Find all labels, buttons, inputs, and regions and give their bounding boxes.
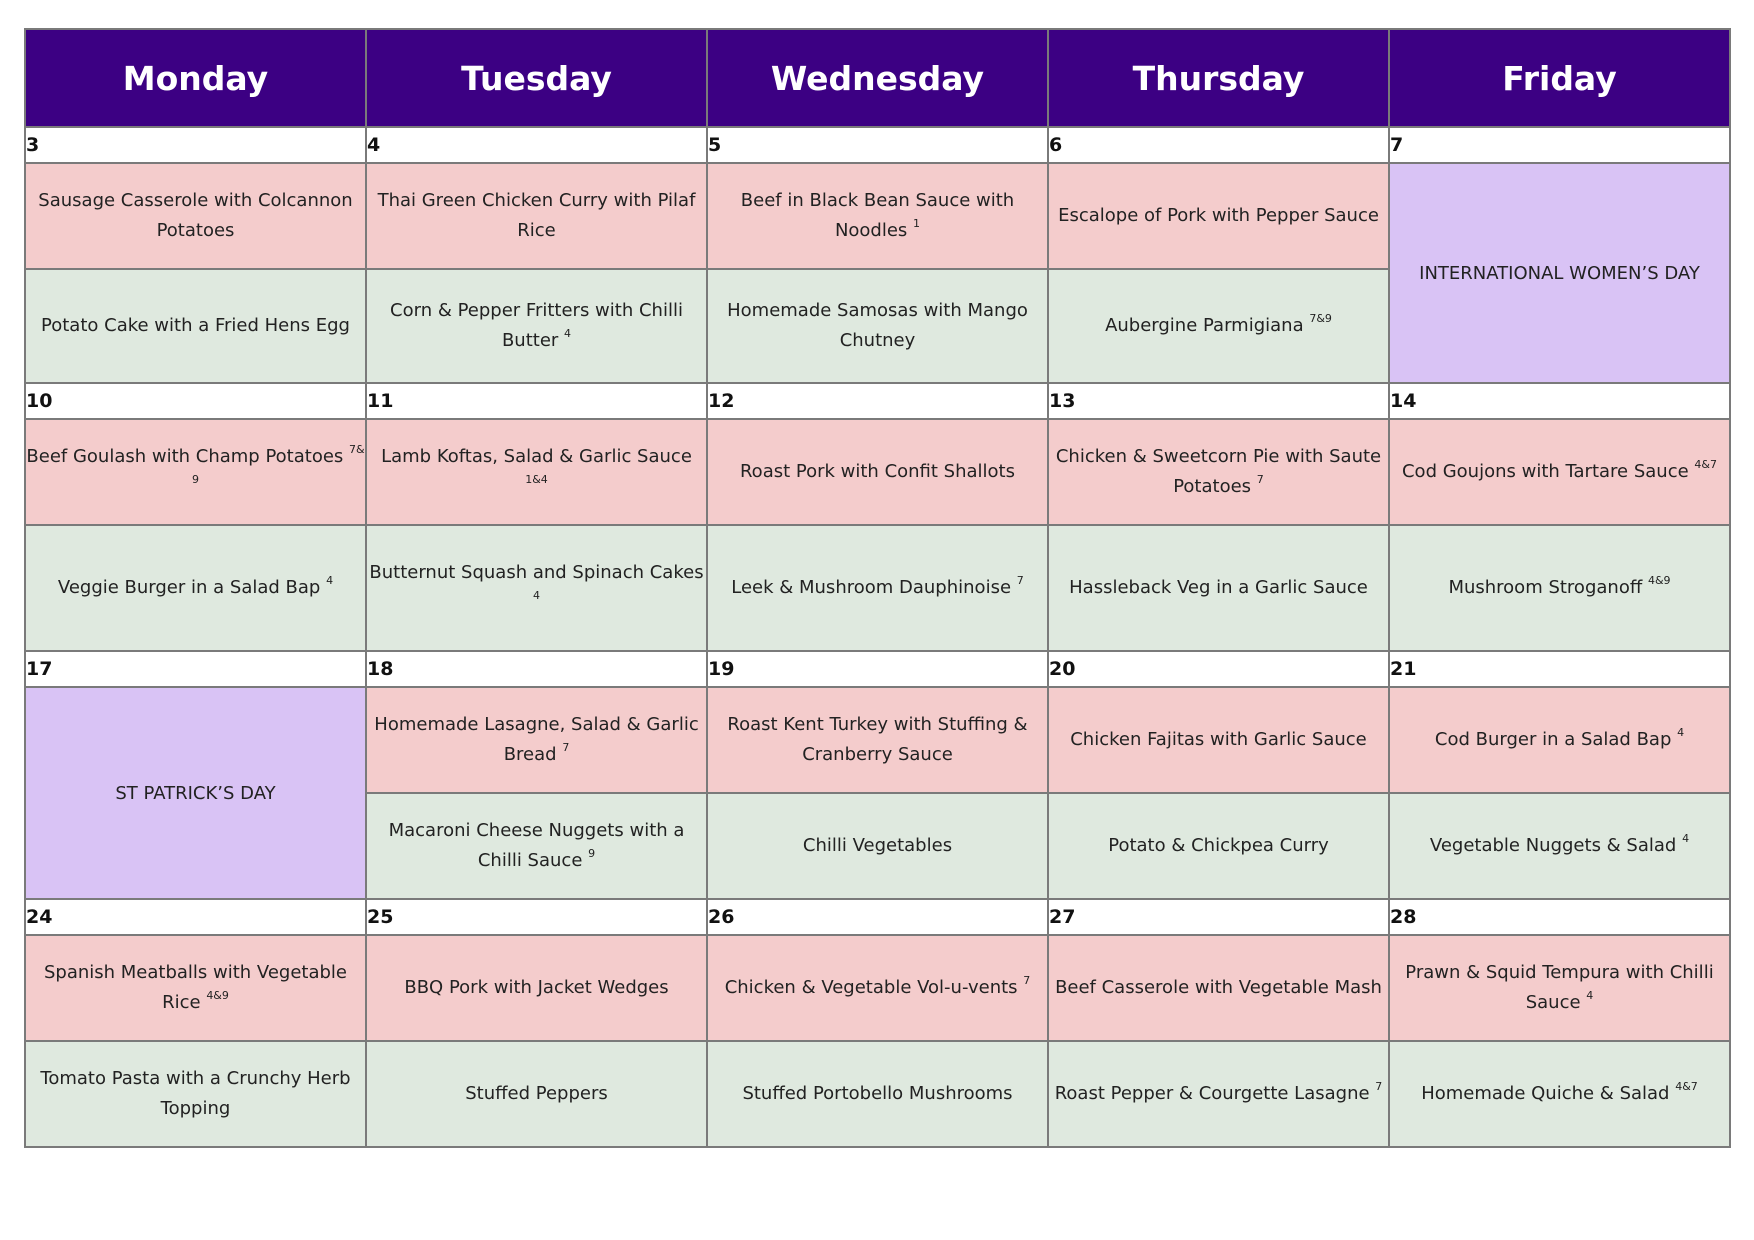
vegetarian-meal xyxy=(25,1041,366,1147)
meal-name: Sausage Casserole with Colcannon Potatoes xyxy=(38,190,353,241)
vegetarian-meal xyxy=(1048,793,1389,899)
date-cell: 27 xyxy=(1048,899,1389,935)
meal-name: Spanish Meatballs with Vegetable Rice xyxy=(43,962,348,1013)
main-meal xyxy=(707,163,1048,269)
main-meal-row xyxy=(25,163,1730,269)
meal-name: BBQ Pork with Jacket Wedges xyxy=(404,977,669,998)
meal-name: Cod Goujons with Tartare Sauce xyxy=(1401,461,1689,482)
allergen-note: 4 xyxy=(533,589,540,602)
week-3 xyxy=(25,651,1730,899)
meal-name: Stuffed Peppers xyxy=(465,1083,608,1104)
day-header-friday: Friday xyxy=(1389,29,1730,127)
vegetarian-meal xyxy=(1048,525,1389,651)
allergen-note: 4&9 xyxy=(1647,574,1671,587)
main-meal xyxy=(366,935,707,1041)
main-meal xyxy=(366,687,707,793)
vegetarian-meal xyxy=(366,793,707,899)
meal-name: Veggie Burger in a Salad Bap xyxy=(57,577,321,598)
meal-name: Chicken Fajitas with Garlic Sauce xyxy=(1070,729,1367,750)
main-meal-row xyxy=(25,687,1730,793)
meal-name: Escalope of Pork with Pepper Sauce xyxy=(1058,205,1379,226)
veg-meal-row xyxy=(25,1041,1730,1147)
meal-name: Tomato Pasta with a Crunchy Herb Topping xyxy=(40,1068,351,1119)
meal-name: Beef Goulash with Champ Potatoes xyxy=(26,446,344,467)
date-cell: 6 xyxy=(1048,127,1389,163)
date-cell: 11 xyxy=(366,383,707,419)
meal-name: Hassleback Veg in a Garlic Sauce xyxy=(1069,577,1368,598)
allergen-note: 9 xyxy=(588,847,596,860)
allergen-note: 7 xyxy=(1023,974,1031,987)
meal-name: Chicken & Vegetable Vol-u-vents xyxy=(724,977,1018,998)
date-cell: 13 xyxy=(1048,383,1389,419)
allergen-note: 7 xyxy=(1375,1080,1383,1093)
date-cell: 20 xyxy=(1048,651,1389,687)
date-cell: 26 xyxy=(707,899,1048,935)
lunch-menu-table xyxy=(24,28,1731,1148)
allergen-note: 4&9 xyxy=(206,989,229,1002)
meal-name: Roast Pepper & Courgette Lasagne xyxy=(1054,1083,1370,1104)
main-meal xyxy=(25,163,366,269)
date-row xyxy=(25,383,1730,419)
main-meal-row xyxy=(25,935,1730,1041)
meal-name: Homemade Quiche & Salad xyxy=(1421,1083,1670,1104)
meal-name: Stuffed Portobello Mushrooms xyxy=(742,1083,1013,1104)
date-cell: 5 xyxy=(707,127,1048,163)
date-cell: 12 xyxy=(707,383,1048,419)
date-cell: 7 xyxy=(1389,127,1730,163)
vegetarian-meal xyxy=(707,793,1048,899)
meal-name: Roast Pork with Confit Shallots xyxy=(739,461,1015,482)
date-cell: 14 xyxy=(1389,383,1730,419)
special-day-cell: ST PATRICK’S DAY xyxy=(25,687,366,899)
meal-name: Macaroni Cheese Nuggets with a Chilli Sauce xyxy=(388,820,685,871)
allergen-note: 4&7 xyxy=(1675,1080,1698,1093)
main-meal xyxy=(707,935,1048,1041)
veg-meal-row xyxy=(25,525,1730,651)
vegetarian-meal xyxy=(25,269,366,383)
main-meal xyxy=(366,419,707,525)
vegetarian-meal xyxy=(366,269,707,383)
vegetarian-meal xyxy=(707,525,1048,651)
special-day-cell: INTERNATIONAL WOMEN’S DAY xyxy=(1389,163,1730,383)
main-meal xyxy=(1048,163,1389,269)
main-meal xyxy=(1389,687,1730,793)
main-meal xyxy=(366,163,707,269)
meal-name: Chilli Vegetables xyxy=(802,835,953,856)
meal-name: Potato Cake with a Fried Hens Egg xyxy=(41,315,350,336)
meal-name: Leek & Mushroom Dauphinoise xyxy=(731,577,1012,598)
meal-name: Butternut Squash and Spinach Cakes xyxy=(369,562,704,583)
vegetarian-meal xyxy=(1389,1041,1730,1147)
vegetarian-meal xyxy=(1389,793,1730,899)
allergen-note: 4 xyxy=(326,574,334,587)
allergen-note: 4 xyxy=(1682,832,1690,845)
main-meal xyxy=(1048,419,1389,525)
vegetarian-meal xyxy=(25,525,366,651)
meal-name: Vegetable Nuggets & Salad xyxy=(1429,835,1677,856)
date-row xyxy=(25,651,1730,687)
date-cell: 17 xyxy=(25,651,366,687)
allergen-note: 4 xyxy=(1677,726,1685,739)
main-meal xyxy=(1048,935,1389,1041)
vegetarian-meal xyxy=(366,525,707,651)
day-header-monday: Monday xyxy=(25,29,366,127)
meal-name: Aubergine Parmigiana xyxy=(1105,315,1304,336)
meal-name: Corn & Pepper Fritters with Chilli Butter xyxy=(390,300,683,351)
allergen-note: 7& 9 xyxy=(192,443,365,486)
allergen-note: 7 xyxy=(562,741,570,754)
main-meal xyxy=(707,687,1048,793)
date-cell: 19 xyxy=(707,651,1048,687)
meal-name: Chicken & Sweetcorn Pie with Saute Potatoes xyxy=(1055,446,1382,497)
meal-name: Potato & Chickpea Curry xyxy=(1108,835,1329,856)
vegetarian-meal xyxy=(1389,525,1730,651)
date-cell: 28 xyxy=(1389,899,1730,935)
meal-name: Roast Kent Turkey with Stuffing & Cranberry Sauce xyxy=(727,714,1028,765)
week-2 xyxy=(25,383,1730,651)
main-meal-row xyxy=(25,419,1730,525)
date-cell: 3 xyxy=(25,127,366,163)
main-meal xyxy=(1389,419,1730,525)
allergen-note: 4 xyxy=(564,327,572,340)
week-1 xyxy=(25,127,1730,383)
date-cell: 4 xyxy=(366,127,707,163)
meal-name: Prawn & Squid Tempura with Chilli Sauce xyxy=(1405,962,1714,1013)
date-cell: 10 xyxy=(25,383,366,419)
day-header-wednesday: Wednesday xyxy=(707,29,1048,127)
meal-name: Thai Green Chicken Curry with Pilaf Rice xyxy=(377,190,696,241)
vegetarian-meal xyxy=(707,269,1048,383)
meal-name: Cod Burger in a Salad Bap xyxy=(1434,729,1672,750)
meal-name: Mushroom Stroganoff xyxy=(1448,577,1643,598)
allergen-note: 7 xyxy=(1256,473,1264,486)
date-row xyxy=(25,899,1730,935)
main-meal xyxy=(1389,935,1730,1041)
main-meal xyxy=(25,935,366,1041)
meal-name: Homemade Samosas with Mango Chutney xyxy=(727,300,1028,351)
allergen-note: 7 xyxy=(1016,574,1024,587)
day-header-thursday: Thursday xyxy=(1048,29,1389,127)
allergen-note: 1 xyxy=(913,217,921,230)
day-header-tuesday: Tuesday xyxy=(366,29,707,127)
vegetarian-meal xyxy=(366,1041,707,1147)
day-header-row xyxy=(25,29,1730,127)
meal-name: Beef Casserole with Vegetable Mash xyxy=(1055,977,1382,998)
date-cell: 24 xyxy=(25,899,366,935)
date-row xyxy=(25,127,1730,163)
main-meal xyxy=(707,419,1048,525)
allergen-note: 4&7 xyxy=(1694,458,1717,471)
allergen-note: 4 xyxy=(1586,989,1594,1002)
date-cell: 25 xyxy=(366,899,707,935)
main-meal xyxy=(25,419,366,525)
date-cell: 21 xyxy=(1389,651,1730,687)
vegetarian-meal xyxy=(1048,269,1389,383)
meal-name: Beef in Black Bean Sauce with Noodles xyxy=(740,190,1015,241)
vegetarian-meal xyxy=(1048,1041,1389,1147)
date-cell: 18 xyxy=(366,651,707,687)
main-meal xyxy=(1048,687,1389,793)
meal-name: Homemade Lasagne, Salad & Garlic Bread xyxy=(374,714,699,765)
vegetarian-meal xyxy=(707,1041,1048,1147)
week-4 xyxy=(25,899,1730,1147)
meal-name: Lamb Koftas, Salad & Garlic Sauce xyxy=(381,446,692,467)
allergen-note: 1&4 xyxy=(525,473,548,486)
allergen-note: 7&9 xyxy=(1309,312,1332,325)
